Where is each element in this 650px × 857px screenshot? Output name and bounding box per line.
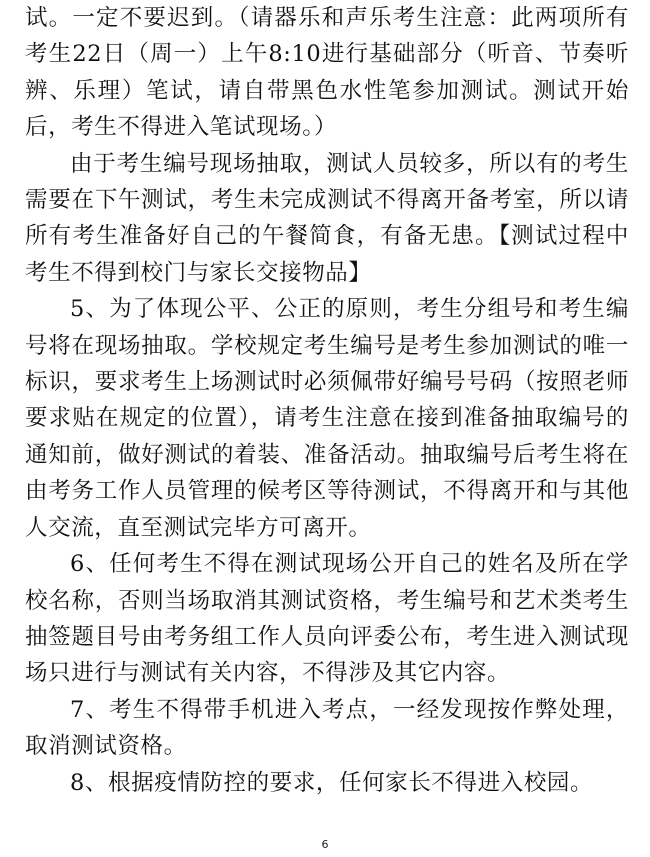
paragraph-lunch-notice: 由于考生编号现场抽取，测试人员较多，所以有的考生需要在下午测试，考生未完成测试不得离开备考室，所以请所有考生准备好自己的午餐简食，有备无患。【测试过程中考生不得到校门与家长交接物品】 — [25, 150, 629, 286]
paragraph-continuation: 试。一定不要迟到。（请器乐和声乐考生注意：此两项所有考生22日（周一）上午8:10进行基础部分（听音、节奏听辨、乐理）笔试，请自带黑色水性笔参加测试。测试开始后，考生不得进入笔试现场。） — [25, 5, 629, 141]
paragraph-rule-5: 5、为了体现公平、公正的原则，考生分组号和考生编号将在现场抽取。学校规定考生编号是考生参加测试的唯一标识，要求考生上场测试时必须佩带好编号号码（按照老师要求贴在规定的位置），请考生注意在接到准备抽取编号的通知前，做好测试的着装、准备活动。抽取编号后考生将在由考务工作人员管理的候考区等待测试，不得离开和与其他人交流，直至测试完毕方可离开。 — [25, 296, 629, 541]
body-text — [25, 0, 629, 801]
page-number: 6 — [321, 838, 329, 851]
paragraph-rule-8: 8、根据疫情防控的要求，任何家长不得进入校园。 — [70, 769, 594, 796]
paragraph-rule-7: 7、考生不得带手机进入考点，一经发现按作弊处理，取消测试资格。 — [25, 696, 629, 760]
paragraph-rule-6: 6、任何考生不得在测试现场公开自己的姓名及所在学校名称，否则当场取消其测试资格，考生编号和艺术类考生抽签题目号由考务组工作人员向评委公布，考生进入测试现场只进行与测试有关内容，不得涉及其它内容。 — [25, 551, 629, 687]
